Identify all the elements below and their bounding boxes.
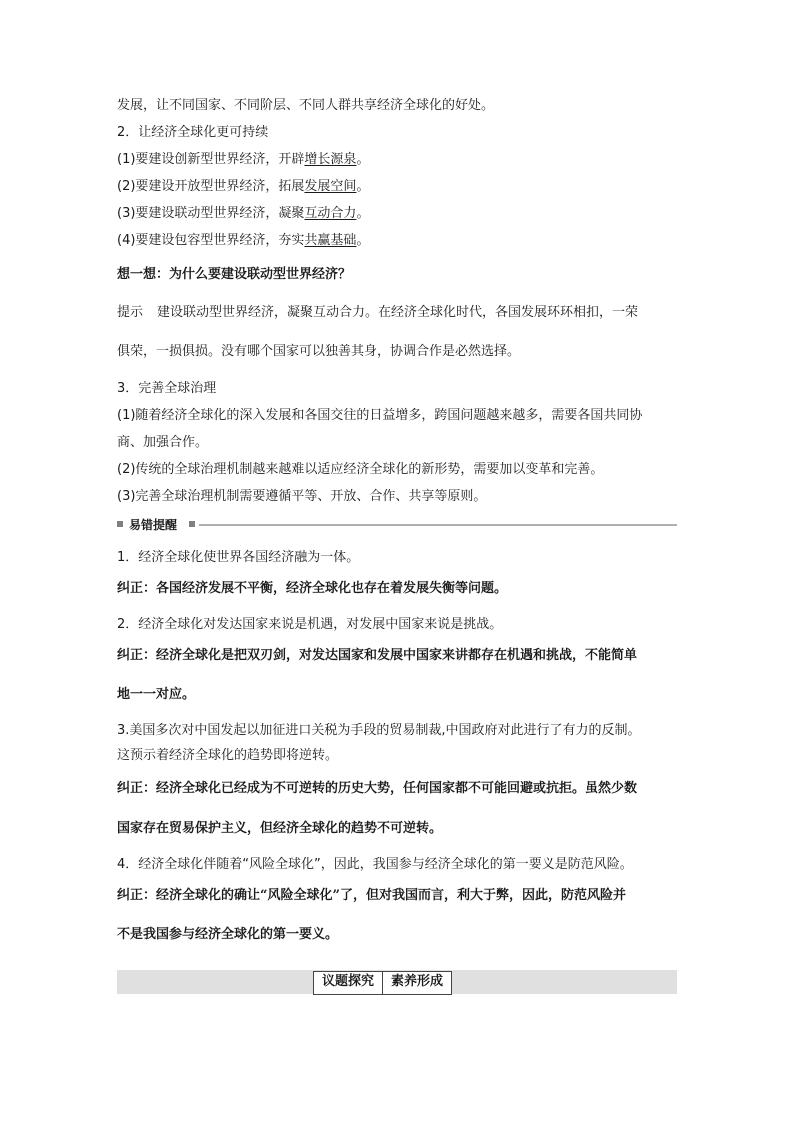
correction: 地一一对应。 — [117, 687, 196, 702]
underlined-term: 互动合力 — [304, 206, 357, 221]
list-item — [117, 178, 369, 196]
text-line: 商、加强合作。 — [117, 435, 209, 450]
error-statement: 2．经济全球化对发达国家来说是机遇，对发展中国家来说是挑战。 — [117, 617, 503, 632]
underlined-term: 发展空间 — [304, 179, 357, 194]
underlined-term: 共赢基础 — [304, 233, 357, 248]
list-item — [117, 232, 369, 250]
punct: 。 — [356, 179, 370, 194]
punct: 。 — [356, 152, 370, 167]
list-item — [117, 205, 369, 223]
correction: 纠正：各国经济发展不平衡，经济全球化也存在着发展失衡等问题。 — [117, 581, 508, 596]
section-banner — [117, 970, 677, 994]
banner-title-box — [313, 971, 452, 995]
underlined-term: 增长源泉 — [304, 152, 357, 167]
correction: 纠正：经济全球化已经成为不可逆转的历史大势，任何国家都不可能回避或抗拒。虽然少数 — [117, 781, 638, 796]
error-statement: 1．经济全球化使世界各国经济融为一体。 — [117, 550, 360, 565]
error-statement: 3.美国多次对中国发起以加征进口关税为手段的贸易制裁,中国政府对此进行了有力的反制。 — [117, 723, 641, 738]
tip-text: 建设联动型世界经济，凝聚互动合力。在经济全球化时代，各国发展环环相扣，一荣 — [157, 305, 639, 320]
correction: 纠正：经济全球化是把双刃剑，对发达国家和发展中国家来讲都存在机遇和挑战，不能简单 — [117, 648, 638, 663]
list-item — [117, 151, 369, 169]
section-title: 易错提醒 — [129, 518, 178, 532]
error-statement: 4．经济全球化伴随着“风险全球化”，因此，我国参与经济全球化的第一要义是防范风险。 — [117, 857, 633, 872]
text-line: (3)完善全球治理机制需要遵循平等、开放、合作、共享等原则。 — [117, 489, 487, 504]
list-item-text: (3)要建设联动型世界经济，凝聚 — [117, 206, 305, 221]
correction: 不是我国参与经济全球化的第一要义。 — [117, 927, 339, 942]
error-statement: 这预示着经济全球化的趋势即将逆转。 — [117, 748, 339, 763]
list-item-text: (2)要建设开放型世界经济，拓展 — [117, 179, 305, 194]
section-header-common-errors — [117, 517, 677, 533]
correction: 国家存在贸易保护主义，但经济全球化的趋势不可逆转。 — [117, 821, 443, 836]
think-question: 想一想：为什么要建设联动型世界经济？ — [117, 267, 352, 282]
punct: 。 — [356, 206, 370, 221]
heading-sustainable: 2．让经济全球化更可持续 — [117, 125, 269, 140]
tip-line: 俱荣，一损俱损。没有哪个国家可以独善其身，协调合作是必然选择。 — [117, 344, 521, 359]
square-bullet-icon — [189, 521, 195, 527]
list-item-text: (1)要建设创新型世界经济，开辟 — [117, 152, 305, 167]
punct: 。 — [356, 233, 370, 248]
banner-left-label: 议题探究 — [322, 974, 375, 989]
correction: 纠正：经济全球化的确让“风险全球化”了，但对我国而言，利大于弊，因此，防范风险并 — [117, 888, 626, 903]
square-bullet-icon — [117, 521, 123, 527]
banner-right-label: 素养形成 — [391, 974, 444, 989]
tip-label: 提示 — [117, 305, 144, 320]
tip-line — [117, 304, 638, 322]
list-item-text: (4)要建设包容型世界经济，夯实 — [117, 233, 305, 248]
text-line: (1)随着经济全球化的深入发展和各国交往的日益增多，跨国问题越来越多，需要各国共同协 — [117, 408, 643, 423]
divider — [199, 524, 677, 526]
text-line: (2)传统的全球治理机制越来越难以适应经济全球化的新形势，需要加以变革和完善。 — [117, 462, 604, 477]
heading-governance: 3．完善全球治理 — [117, 381, 217, 396]
text-line: 发展，让不同国家、不同阶层、不同人群共享经济全球化的好处。 — [117, 98, 495, 113]
